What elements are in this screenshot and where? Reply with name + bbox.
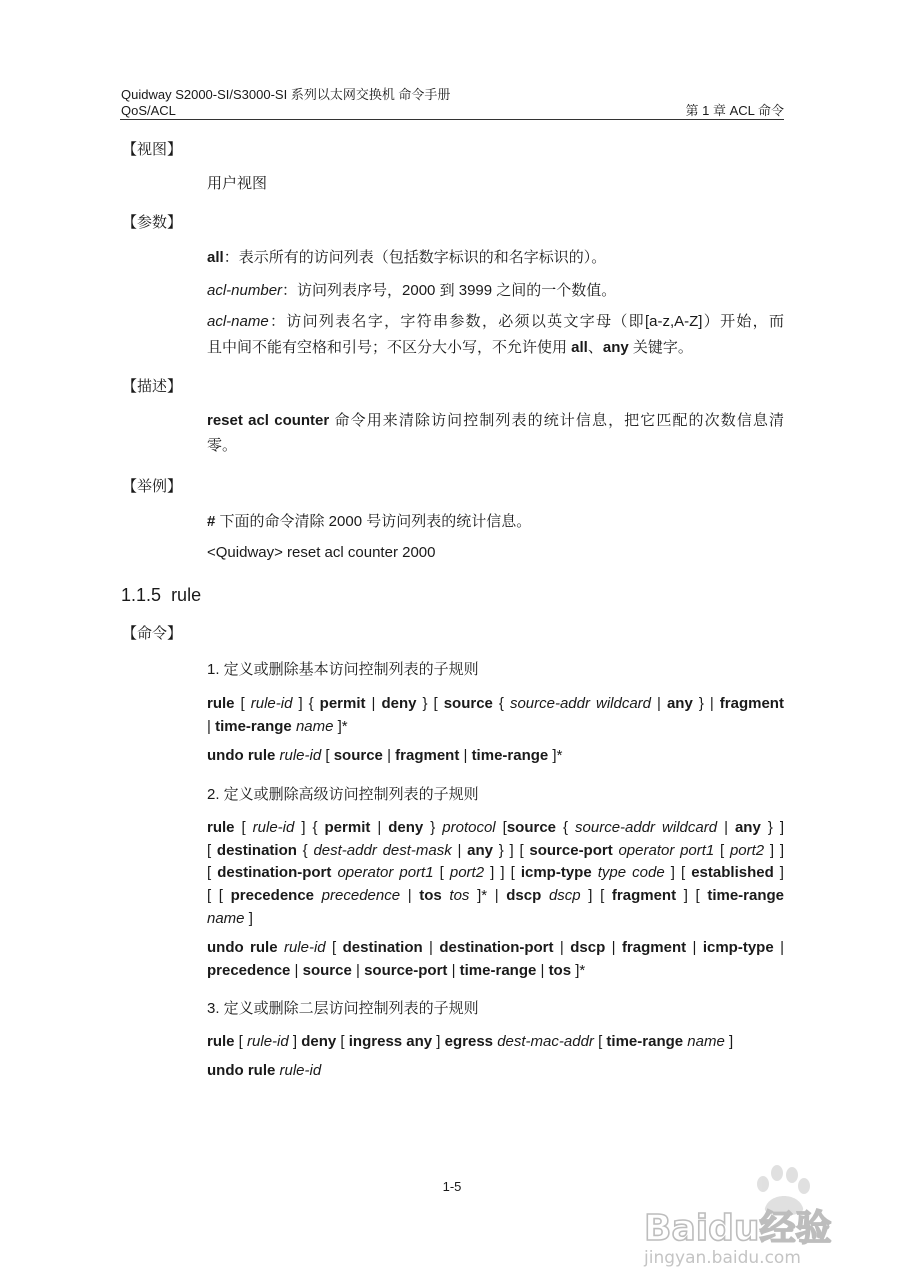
command-item-1: 1. 定义或删除基本访问控制列表的子规则 [207, 661, 479, 678]
section-label-view: 【视图】 [122, 141, 183, 158]
example-comment [207, 510, 784, 534]
syntax-basic-line2: | time-range name ]* [207, 718, 348, 735]
desc-line2: 零。 [207, 437, 238, 454]
param-all [207, 246, 784, 270]
param-acl-name-desc: ：访问列表名字，字符串参数，必须以英文字母（即[a-z,A-Z]）开始，而 [268, 313, 784, 330]
example-comment-text: 下面的命令清除 2000 号访问列表的统计信息。 [215, 513, 532, 530]
section-label-example: 【举例】 [122, 478, 183, 495]
desc-command: reset acl counter [207, 412, 330, 429]
view-text: 用户视图 [207, 175, 268, 192]
doc-title: Quidway S2000-SI/S3000-SI 系列以太网交换机 命令手册 [121, 87, 451, 102]
page-number: 1-5 [442, 1179, 462, 1194]
syntax-l2-undo: undo rule rule-id [207, 1062, 322, 1079]
param-all-desc: ：表示所有的访问列表（包括数字标识的和名字标识的）。 [223, 249, 607, 266]
separator: 、 [587, 339, 603, 356]
desc-text: 命令用来清除访问控制列表的统计信息，把它匹配的次数信息清 [329, 412, 785, 429]
keyword-acl-number: acl-number [207, 282, 283, 299]
syntax-adv-line2: [ destination { dest-addr dest-mask | any } ] [ source-port operator port1 [ port2 ] ] [207, 842, 784, 859]
subsection-number: 1.1.5 [121, 585, 162, 605]
param-acl-number-desc: ：访问列表序号，2000 到 3999 之间的一个数值。 [282, 282, 617, 299]
keyword-all-2: all [571, 339, 588, 356]
syntax-basic-line1: rule [ rule-id ] { permit | deny } [ source { source-addr wildcard | any } | fragment [207, 695, 784, 712]
param-acl-number [207, 279, 784, 303]
subsection-title: rule [171, 585, 202, 605]
param-acl-name-desc-3: 关键字。 [628, 339, 693, 356]
command-item-3: 3. 定义或删除二层访问控制列表的子规则 [207, 1000, 479, 1017]
section-label-params: 【参数】 [122, 214, 183, 231]
keyword-acl-name: acl-name [207, 313, 269, 330]
syntax-adv-line3: [ destination-port operator port1 [ port2 ] ] [ icmp-type type code ] [ established ] [207, 864, 784, 881]
section-label-command: 【命令】 [122, 625, 183, 642]
syntax-adv-undo-line2: precedence | source | source-port | time-range | tos ]* [207, 962, 586, 979]
syntax-adv-line4: [ [ precedence precedence | tos tos ]* | dscp dscp ] [ fragment ] [ time-range [207, 887, 785, 904]
command-item-2: 2. 定义或删除高级访问控制列表的子规则 [207, 786, 479, 803]
keyword-any: any [602, 339, 629, 356]
keyword-all: all [207, 249, 224, 266]
param-acl-name-line1 [207, 310, 784, 334]
syntax-adv-undo-line1: undo rule rule-id [ destination | destination-port | dscp | fragment | icmp-type | [207, 939, 784, 956]
header-divider [120, 119, 784, 120]
syntax-adv-line1: rule [ rule-id ] { permit | deny } protocol [source { source-addr wildcard | any } ] [207, 819, 784, 836]
module-name: QoS/ACL [121, 103, 176, 118]
desc-line1 [207, 409, 784, 433]
subsection-heading [121, 584, 201, 606]
watermark-brand: Baidu经验 [644, 1208, 832, 1249]
hash-mark: # [207, 513, 216, 530]
chapter-title: 第 1 章 ACL 命令 [685, 103, 784, 118]
syntax-adv-line5: name ] [207, 910, 253, 927]
watermark-url: jingyan.baidu.com [644, 1248, 801, 1268]
param-acl-name-desc-2: 且中间不能有空格和引号；不区分大小写，不允许使用 [207, 339, 572, 356]
param-acl-name-line2 [207, 336, 784, 360]
section-label-desc: 【描述】 [122, 378, 183, 395]
example-code: <Quidway> reset acl counter 2000 [207, 544, 436, 561]
syntax-l2-line1: rule [ rule-id ] deny [ ingress any ] egress dest-mac-addr [ time-range name ] [207, 1033, 734, 1050]
baidu-watermark [640, 1140, 880, 1270]
syntax-basic-undo: undo rule rule-id [ source | fragment | time-range ]* [207, 747, 563, 764]
